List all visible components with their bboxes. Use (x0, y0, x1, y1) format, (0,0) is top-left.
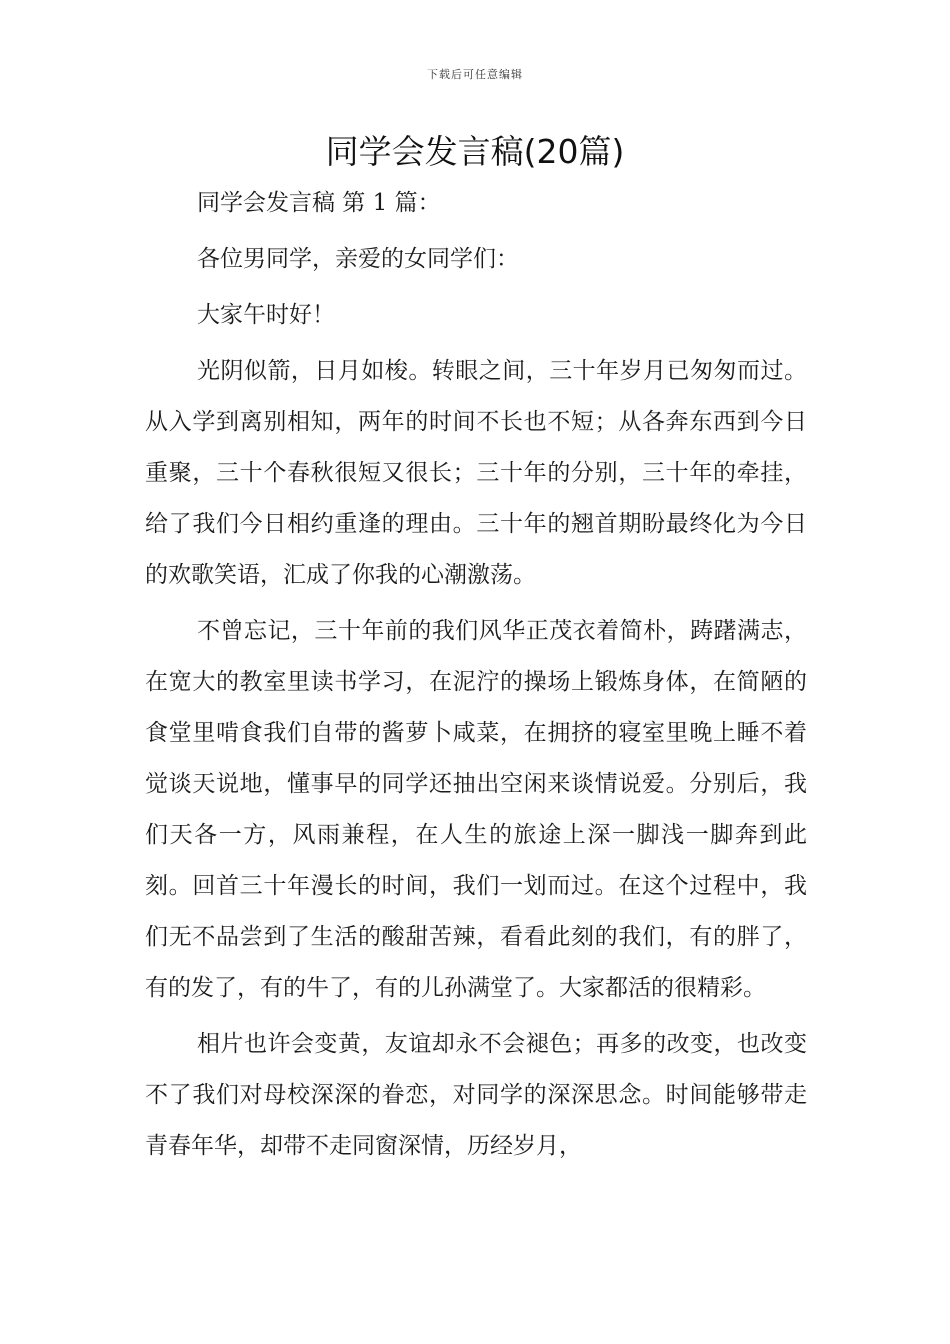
paragraph-2: 不曾忘记，三十年前的我们风华正茂衣着简朴，踌躇满志，在宽大的教室里读书学习，在泥泞的操场上锻炼身体，在简陋的食堂里啃食我们自带的酱萝卜咸菜，在拥挤的寝室里晚上睡不着觉谈天说地，懂事早的同学还抽出空闲来谈情说爱。分别后，我们天各一方，风雨兼程，在人生的旅途上深一脚浅一脚奔到此刻。回首三十年漫长的时间，我们一划而过。在这个过程中，我们无不品尝到了生活的酸甜苦辣，看看此刻的我们，有的胖了，有的发了，有的牛了，有的儿孙满堂了。大家都活的很精彩。 (145, 618, 807, 1001)
paragraph-1: 光阴似箭，日月如梭。转眼之间，三十年岁月已匆匆而过。从入学到离别相知，两年的时间不长也不短；从各奔东西到今日重聚，三十个春秋很短又很长；三十年的分别，三十年的牵挂，给了我们今日相约重逢的理由。三十年的翘首期盼最终化为今日的欢歌笑语，汇成了你我的心潮激荡。 (145, 358, 807, 588)
section-heading: 同学会发言稿 第 1 篇： (197, 190, 441, 216)
paragraph-3: 相片也许会变黄，友谊却永不会褪色；再多的改变，也改变不了我们对母校深深的眷恋，对同学的深深思念。时间能够带走青春年华，却带不走同窗深情，历经岁月， (145, 1031, 807, 1159)
page-header-note: 下载后可任意编辑 (427, 68, 523, 81)
document-title: 同学会发言稿(20篇) (325, 132, 625, 171)
greeting: 大家午时好！ (197, 302, 335, 328)
document-body (145, 178, 807, 1172)
salutation: 各位男同学，亲爱的女同学们： (197, 246, 519, 272)
